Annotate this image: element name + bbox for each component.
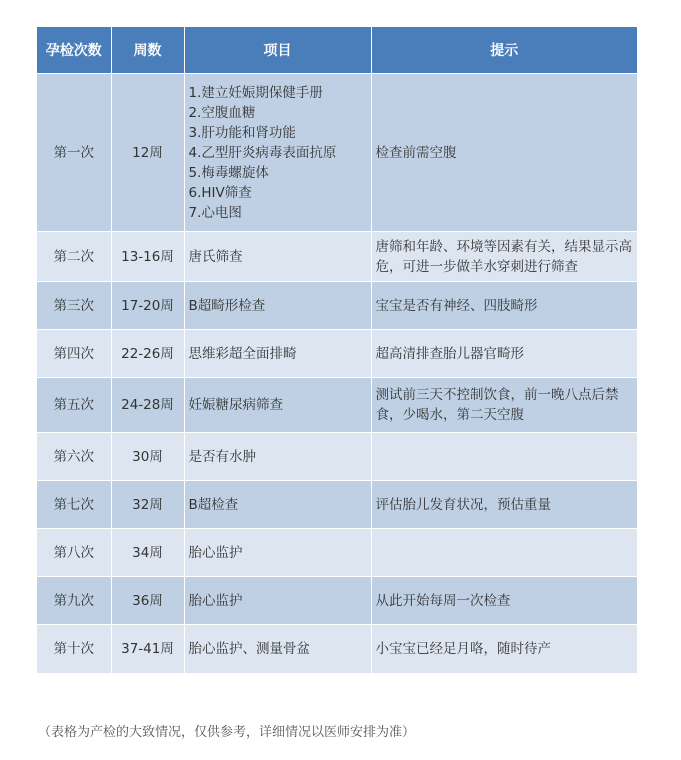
header-week: 周数	[111, 27, 184, 74]
items-cell: 是否有水肿	[184, 433, 371, 481]
table-row	[37, 529, 637, 577]
table-row	[37, 330, 637, 378]
tip-cell	[371, 433, 637, 481]
visit-cell: 第四次	[37, 330, 111, 378]
table-row	[37, 74, 637, 232]
items-cell: 胎心监护	[184, 529, 371, 577]
items-cell: B超畸形检查	[184, 282, 371, 330]
prenatal-checkup-table-container	[37, 27, 637, 673]
tip-cell	[371, 529, 637, 577]
footnote: （表格为产检的大致情况，仅供参考，详细情况以医师安排为准）	[38, 725, 416, 740]
tip-cell: 从此开始每周一次检查	[371, 577, 637, 625]
item-line: 2.空腹血糖	[188, 104, 256, 121]
items-cell: 胎心监护	[184, 577, 371, 625]
tip-cell: 测试前三天不控制饮食，前一晚八点后禁食，少喝水，第二天空腹	[371, 378, 637, 433]
items-cell: 胎心监护、测量骨盆	[184, 625, 371, 673]
visit-cell: 第三次	[37, 282, 111, 330]
items-cell: 思维彩超全面排畸	[184, 330, 371, 378]
table-header-row	[37, 27, 637, 74]
prenatal-checkup-table	[37, 27, 637, 673]
header-items: 项目	[184, 27, 371, 74]
week-cell: 24-28周	[111, 378, 184, 433]
tip-cell: 超高清排查胎儿器官畸形	[371, 330, 637, 378]
item-line: 6.HIV筛查	[188, 184, 252, 201]
visit-cell: 第五次	[37, 378, 111, 433]
tip-cell: 唐筛和年龄、环境等因素有关，结果显示高危，可进一步做羊水穿刺进行筛查	[371, 232, 637, 282]
visit-cell: 第八次	[37, 529, 111, 577]
item-line: 7.心电图	[188, 204, 242, 221]
table-row	[37, 433, 637, 481]
tip-cell: 评估胎儿发育状况，预估重量	[371, 481, 637, 529]
item-line: 4.乙型肝炎病毒表面抗原	[188, 144, 337, 161]
items-cell: 唐氏筛查	[184, 232, 371, 282]
week-cell: 32周	[111, 481, 184, 529]
tip-cell: 宝宝是否有神经、四肢畸形	[371, 282, 637, 330]
week-cell: 17-20周	[111, 282, 184, 330]
item-line: 1.建立妊娠期保健手册	[188, 84, 323, 101]
item-line: 3.肝功能和肾功能	[188, 124, 296, 141]
week-cell: 13-16周	[111, 232, 184, 282]
visit-cell: 第十次	[37, 625, 111, 673]
header-visit: 孕检次数	[37, 27, 111, 74]
week-cell: 37-41周	[111, 625, 184, 673]
tip-cell: 检查前需空腹	[371, 74, 637, 232]
table-row	[37, 577, 637, 625]
items-cell: B超检查	[184, 481, 371, 529]
week-cell: 34周	[111, 529, 184, 577]
visit-cell: 第一次	[37, 74, 111, 232]
visit-cell: 第七次	[37, 481, 111, 529]
week-cell: 36周	[111, 577, 184, 625]
table-row	[37, 282, 637, 330]
table-row	[37, 378, 637, 433]
table-row	[37, 232, 637, 282]
tip-cell: 小宝宝已经足月咯，随时待产	[371, 625, 637, 673]
table-row	[37, 625, 637, 673]
week-cell: 22-26周	[111, 330, 184, 378]
visit-cell: 第九次	[37, 577, 111, 625]
items-cell: 妊娠糖尿病筛查	[184, 378, 371, 433]
visit-cell: 第二次	[37, 232, 111, 282]
week-cell: 12周	[111, 74, 184, 232]
header-tip: 提示	[371, 27, 637, 74]
week-cell: 30周	[111, 433, 184, 481]
table-row	[37, 481, 637, 529]
item-line: 5.梅毒螺旋体	[188, 164, 269, 181]
items-cell	[184, 74, 371, 232]
visit-cell: 第六次	[37, 433, 111, 481]
